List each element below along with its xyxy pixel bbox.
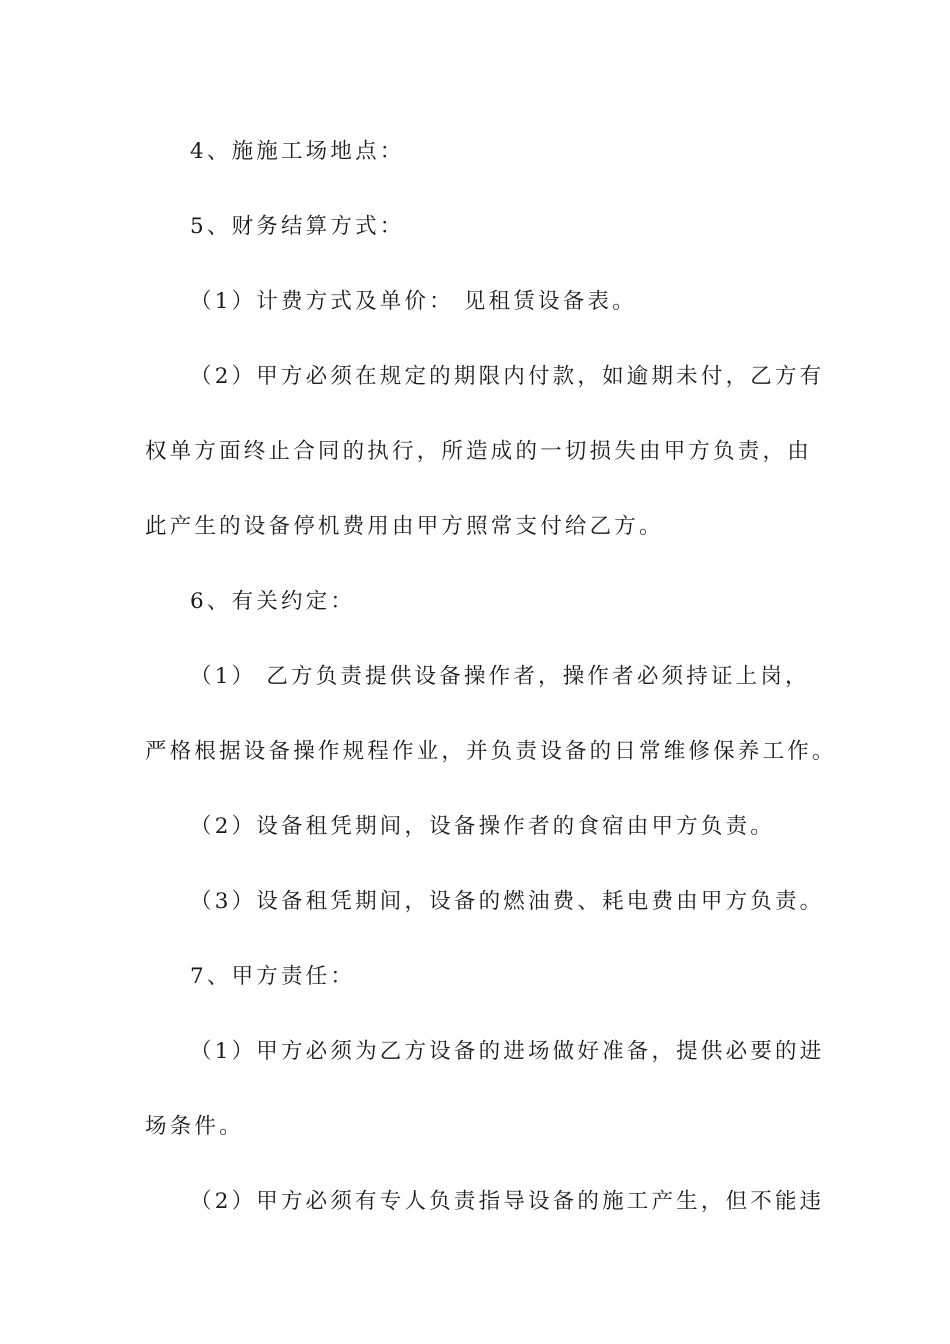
section-5-item-2-line-3: 此产生的设备停机费用由甲方照常支付给乙方。	[145, 514, 664, 539]
section-6-item-1-line-1: （1） 乙方负责提供设备操作者，操作者必须持证上岗，	[190, 664, 810, 689]
section-7-item-1-line-1: （1）甲方必须为乙方设备的进场做好准备，提供必要的进	[190, 1039, 825, 1064]
section-6-item-1-line-2: 严格根据设备操作规程作业，并负责设备的日常维修保养工作。	[145, 739, 837, 764]
section-6-item-2: （2）设备租凭期间，设备操作者的食宿由甲方负责。	[190, 814, 775, 839]
section-7-item-1-line-2: 场条件。	[145, 1114, 244, 1139]
section-7-item-2-line-1: （2）甲方必须有专人负责指导设备的施工产生，但不能违	[190, 1189, 825, 1214]
section-5-item-2-line-2: 权单方面终止合同的执行，所造成的一切损失由甲方负责，由	[145, 439, 812, 464]
section-6-heading: 6、有关约定：	[190, 589, 356, 614]
section-7-heading: 7、甲方责任：	[190, 964, 356, 989]
section-4-heading: 4、施施工场地点：	[190, 139, 405, 164]
section-6-item-3: （3）设备租凭期间，设备的燃油费、耗电费由甲方负责。	[190, 889, 825, 914]
section-5-heading: 5、财务结算方式：	[190, 214, 405, 239]
section-5-item-1: （1）计费方式及单价： 见租赁设备表。	[190, 289, 637, 314]
section-5-item-2-line-1: （2）甲方必须在规定的期限内付款，如逾期未付，乙方有	[190, 364, 825, 389]
